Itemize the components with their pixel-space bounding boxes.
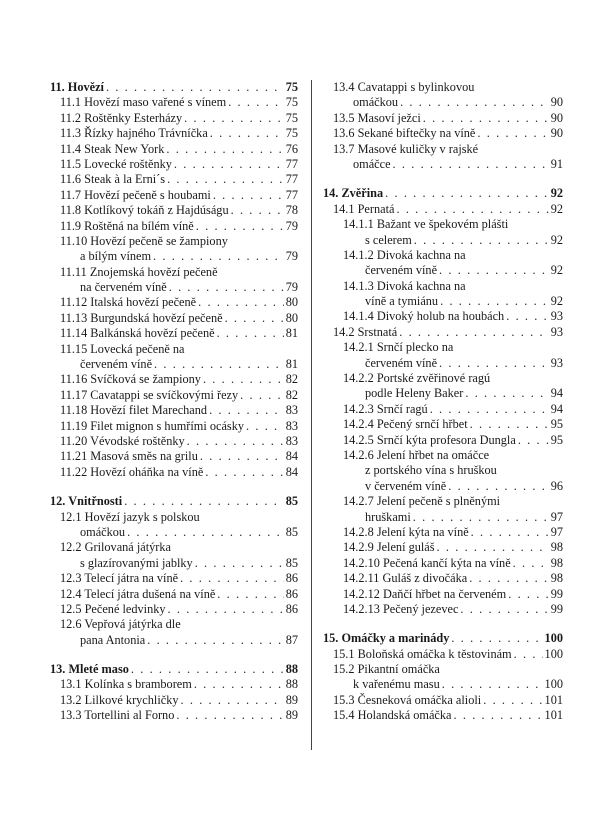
toc-entry: [50, 388, 298, 403]
toc-entry-title: 13.4 Cavatappi s bylinkovou: [333, 80, 475, 94]
toc-entry: [50, 556, 298, 571]
toc-page-number: 81: [285, 326, 298, 341]
toc-entry-title: s glazírovanými jablky: [80, 555, 193, 570]
toc-entry: [323, 677, 563, 692]
toc-entry-title: 11.4 Steak New York: [60, 141, 165, 156]
toc-page-number: 81: [285, 357, 298, 372]
toc-entry-title: 14.2 Srstnatá: [333, 324, 398, 339]
toc-entry: [323, 587, 563, 602]
toc-entry-title: 14.2.12 Daňčí hřbet na červeném: [343, 586, 507, 601]
toc-right-column: [323, 80, 563, 724]
toc-entry-title: 14.2.11 Guláš z divočáka: [343, 571, 468, 586]
toc-entry: [50, 342, 298, 357]
toc-page-number: 94: [550, 386, 563, 401]
toc-page-number: 83: [285, 433, 298, 448]
toc-page-number: 90: [550, 110, 563, 125]
toc-entry: [323, 95, 563, 110]
toc-entry: [323, 142, 563, 157]
toc-entry: [50, 571, 298, 586]
dot-leader: [194, 677, 284, 692]
toc-page-number: 97: [550, 524, 563, 539]
dot-leader: [205, 465, 283, 480]
toc-page-number: 86: [285, 586, 298, 601]
toc-entry-title: 14.1 Pernatá: [333, 201, 395, 216]
toc-entry-title: 11.1 Hovězí maso vařené s vínem: [60, 95, 227, 110]
toc-entry-title: 12. Vnitřnosti: [50, 494, 123, 509]
dot-leader: [513, 556, 549, 571]
toc-page-number: 89: [285, 708, 298, 723]
toc-entry-title: 11.19 Filet mignon s humřími ocásky: [60, 418, 244, 433]
toc-entry: [323, 126, 563, 141]
dot-leader: [217, 587, 283, 602]
toc-entry-title: 11.21 Masová směs na grilu: [60, 449, 198, 464]
toc-page-number: 98: [550, 555, 563, 570]
dot-leader: [181, 693, 284, 708]
dot-leader: [210, 126, 284, 141]
toc-entry: [323, 662, 563, 677]
dot-leader: [460, 602, 548, 617]
toc-entry-title: 11.5 Lovecké roštěnky: [60, 156, 172, 171]
toc-entry: [50, 449, 298, 464]
toc-entry: [323, 433, 563, 448]
toc-entry-title: 11.7 Hovězí pečeně s houbami: [60, 187, 211, 202]
toc-entry-title: 15.1 Boloňská omáčka k těstovinám: [333, 646, 512, 661]
dot-leader: [399, 325, 548, 340]
toc-entry: [323, 217, 563, 232]
dot-leader: [508, 587, 548, 602]
dot-leader: [213, 188, 284, 203]
toc-entry: [50, 372, 298, 387]
dot-leader: [168, 602, 284, 617]
toc-entry: [323, 157, 563, 172]
toc-entry-title: 14.1.1 Bažant ve špekovém plášti: [343, 217, 509, 232]
toc-entry: [323, 371, 563, 386]
toc-page-number: 75: [285, 80, 298, 94]
toc-entry-title: 11.3 Řízky hajného Trávníčka: [60, 126, 208, 141]
toc-entry-title: červeném víně: [365, 263, 438, 278]
dot-leader: [439, 263, 549, 278]
toc-page-number: 77: [285, 156, 298, 171]
dot-leader: [127, 525, 284, 540]
toc-page-number: 90: [550, 126, 563, 141]
toc-entry-title: 11.22 Hovězí oháňka na víně: [60, 464, 204, 479]
toc-page-number: 98: [550, 571, 563, 586]
toc-entry-title: 13.5 Masoví ježci: [333, 110, 421, 125]
toc-entry-title: s celerem: [365, 232, 412, 247]
toc-entry: [323, 309, 563, 324]
toc-page-number: 92: [550, 263, 563, 278]
toc-entry: [323, 510, 563, 525]
toc-entry: [50, 617, 298, 632]
toc-page-number: 86: [285, 571, 298, 586]
toc-page-number: 92: [550, 232, 563, 247]
toc-page-number: 90: [550, 95, 563, 110]
toc-entry-title: 11.18 Hovězí filet Marechand: [60, 403, 208, 418]
toc-page-number: 88: [285, 662, 298, 677]
toc-entry-title: 14.2.9 Jelení guláš: [343, 540, 435, 555]
toc-entry-title: hruškami: [365, 509, 411, 524]
toc-entry-title: 11.2 Roštěnky Esterházy: [60, 110, 183, 125]
dot-leader: [471, 525, 549, 540]
dot-leader: [437, 540, 549, 555]
toc-entry: [323, 463, 563, 478]
toc-page-number: 75: [285, 95, 298, 110]
toc-entry-title: z portského vína s hruškou: [365, 463, 497, 478]
toc-entry-title: 11.10 Hovězí pečeně se žampiony: [60, 233, 228, 248]
toc-entry-title: 11.6 Steak à la Erni´s: [60, 172, 166, 187]
toc-page-number: 84: [285, 449, 298, 464]
toc-entry: [323, 233, 563, 248]
dot-leader: [413, 510, 549, 525]
dot-leader: [154, 357, 284, 372]
dot-leader: [506, 309, 548, 324]
dot-leader: [176, 708, 283, 723]
toc-page-number: 84: [285, 464, 298, 479]
dot-leader: [514, 647, 543, 662]
toc-entry: [323, 540, 563, 555]
dot-leader: [414, 233, 549, 248]
toc-entry: [323, 356, 563, 371]
toc-entry-title: 12.2 Grilovaná játýrka: [60, 540, 171, 555]
toc-entry: [50, 172, 298, 187]
toc-page-number: 92: [550, 294, 563, 309]
dot-leader: [147, 633, 283, 648]
dot-leader: [385, 186, 549, 201]
toc-entry-title: 14.2.3 Srnčí ragú: [343, 401, 428, 416]
dot-leader: [228, 95, 284, 110]
toc-entry: [323, 386, 563, 401]
toc-page-number: 78: [285, 203, 298, 218]
toc-page-number: 77: [285, 172, 298, 187]
toc-page-number: 92: [550, 186, 563, 201]
toc-entry-title: 14.1.2 Divoká kachna na: [343, 247, 466, 262]
toc-entry-title: 12.4 Telecí játra dušená na víně: [60, 586, 216, 601]
toc-entry-title: 13.7 Masové kuličky v rajské: [333, 141, 479, 156]
dot-leader: [195, 556, 284, 571]
toc-chapter-heading: [323, 631, 563, 646]
toc-page-number: 96: [550, 478, 563, 493]
toc-entry: [50, 126, 298, 141]
toc-entry: [323, 111, 563, 126]
toc-entry: [323, 325, 563, 340]
toc-page-number: 85: [285, 555, 298, 570]
toc-entry: [323, 602, 563, 617]
dot-leader: [454, 708, 543, 723]
toc-entry: [50, 311, 298, 326]
dot-leader: [469, 571, 549, 586]
toc-page-number: 92: [550, 201, 563, 216]
toc-entry: [323, 647, 563, 662]
toc-entry: [50, 111, 298, 126]
toc-entry-title: k vařenému masu: [353, 677, 440, 692]
toc-entry: [50, 357, 298, 372]
toc-page-number: 75: [285, 126, 298, 141]
dot-leader: [209, 403, 284, 418]
toc-entry: [50, 203, 298, 218]
toc-page-number: 83: [285, 418, 298, 433]
dot-leader: [439, 356, 549, 371]
toc-entry-title: 11.12 Italská hovězí pečeně: [60, 295, 197, 310]
toc-page-number: 94: [550, 401, 563, 416]
toc-entry-title: 14. Zvěřina: [323, 186, 384, 201]
toc-entry: [323, 708, 563, 723]
toc-page-number: 93: [550, 324, 563, 339]
toc-entry: [50, 633, 298, 648]
toc-entry-title: červeném víně: [365, 355, 438, 370]
toc-page-number: 79: [285, 280, 298, 295]
toc-entry-title: 12.5 Pečené ledvinky: [60, 601, 166, 616]
toc-page-number: 89: [285, 692, 298, 707]
dot-leader: [184, 111, 284, 126]
section-gap: [50, 480, 298, 494]
toc-page-number: 93: [550, 309, 563, 324]
toc-entry: [323, 279, 563, 294]
toc-entry: [50, 234, 298, 249]
toc-entry: [50, 157, 298, 172]
toc-entry-title: 15.2 Pikantní omáčka: [333, 662, 440, 677]
toc-page-number: 99: [550, 601, 563, 616]
toc-entry: [50, 510, 298, 525]
toc-page-number: 99: [550, 586, 563, 601]
dot-leader: [174, 157, 284, 172]
toc-entry: [50, 587, 298, 602]
toc-entry-title: omáčce: [353, 156, 391, 171]
dot-leader: [198, 295, 284, 310]
toc-entry-title: 14.2.2 Portské zvěřinové ragú: [343, 371, 491, 386]
toc-entry: [50, 188, 298, 203]
toc-entry-title: 14.1.3 Divoká kachna na: [343, 278, 466, 293]
toc-entry-title: 14.2.10 Pečená kančí kýta na víně: [343, 555, 511, 570]
toc-entry: [323, 417, 563, 432]
dot-leader: [477, 126, 548, 141]
toc-entry-title: 14.2.8 Jelení kýta na víně: [343, 524, 469, 539]
toc-entry-title: 14.2.13 Pečený jezevec: [343, 601, 459, 616]
toc-entry: [50, 265, 298, 280]
section-gap: [323, 617, 563, 631]
toc-entry-title: 13.3 Tortellini al Forno: [60, 708, 175, 723]
toc-page-number: 97: [550, 509, 563, 524]
dot-leader: [400, 95, 549, 110]
toc-chapter-heading: [50, 80, 298, 95]
toc-entry-title: podle Heleny Baker: [365, 386, 464, 401]
dot-leader: [483, 693, 542, 708]
toc-entry: [50, 677, 298, 692]
dot-leader: [465, 386, 548, 401]
toc-entry-title: 13. Mleté maso: [50, 662, 129, 677]
toc-entry: [323, 525, 563, 540]
toc-page-number: 79: [285, 249, 298, 264]
toc-entry: [50, 465, 298, 480]
toc-entry: [50, 403, 298, 418]
toc-entry: [50, 708, 298, 723]
toc-page-number: 82: [285, 372, 298, 387]
toc-entry-title: v červeném víně: [365, 478, 447, 493]
toc-entry: [50, 142, 298, 157]
toc-entry: [323, 340, 563, 355]
section-gap: [50, 648, 298, 662]
toc-page-number: 95: [550, 417, 563, 432]
toc-entry-title: 14.2.5 Srnčí kýta profesora Dungla: [343, 432, 516, 447]
toc-entry-title: na červeném víně: [80, 280, 167, 295]
toc-entry: [323, 80, 563, 95]
toc-page-number: 85: [285, 524, 298, 539]
column-divider: [311, 80, 312, 750]
toc-entry-title: 11.17 Cavatappi se svíčkovými řezy: [60, 387, 239, 402]
toc-entry: [323, 248, 563, 263]
dot-leader: [423, 111, 549, 126]
toc-entry-title: 12.3 Telecí játra na víně: [60, 571, 179, 586]
toc-entry: [323, 448, 563, 463]
toc-entry-title: 15. Omáčky a marinády: [323, 631, 450, 646]
dot-leader: [196, 219, 284, 234]
toc-entry-title: omáčkou: [353, 95, 399, 110]
toc-entry-title: 13.2 Lilkové krychličky: [60, 692, 179, 707]
toc-entry: [50, 219, 298, 234]
toc-entry: [323, 263, 563, 278]
dot-leader: [217, 326, 284, 341]
dot-leader: [180, 571, 284, 586]
toc-entry: [323, 479, 563, 494]
toc-entry: [323, 294, 563, 309]
toc-entry: [50, 602, 298, 617]
dot-leader: [440, 294, 549, 309]
toc-page-number: 100: [544, 646, 563, 661]
toc-page-number: 93: [550, 355, 563, 370]
dot-leader: [167, 172, 284, 187]
toc-page-number: 91: [550, 156, 563, 171]
toc-entry-title: 12.1 Hovězí jazyk s polskou: [60, 509, 200, 524]
dot-leader: [518, 433, 549, 448]
toc-page-number: 83: [285, 403, 298, 418]
dot-leader: [231, 203, 284, 218]
toc-entry: [50, 540, 298, 555]
toc-entry-title: 11.15 Lovecká pečeně na: [60, 341, 185, 356]
toc-entry: [50, 434, 298, 449]
toc-page-number: 101: [544, 692, 563, 707]
dot-leader: [442, 677, 543, 692]
toc-entry-title: víně a tymiánu: [365, 294, 439, 309]
toc-entry: [323, 494, 563, 509]
toc-entry-title: 14.1.4 Divoký holub na houbách: [343, 309, 505, 324]
toc-page-number: 82: [285, 387, 298, 402]
toc-page-number: 87: [285, 632, 298, 647]
dot-leader: [106, 80, 284, 95]
toc-entry-title: 15.3 Česneková omáčka alioli: [333, 692, 482, 707]
toc-entry: [50, 95, 298, 110]
toc-entry-title: 15.4 Holandská omáčka: [333, 708, 452, 723]
toc-entry-title: 11.20 Vévodské roštěnky: [60, 433, 185, 448]
dot-leader: [225, 311, 284, 326]
toc-entry: [323, 556, 563, 571]
toc-page-number: 79: [285, 218, 298, 233]
toc-entry-title: 11. Hovězí: [50, 80, 104, 94]
toc-page-number: 80: [285, 310, 298, 325]
toc-entry: [323, 402, 563, 417]
toc-entry: [50, 419, 298, 434]
toc-entry: [50, 249, 298, 264]
toc-entry-title: a bílým vínem: [80, 249, 152, 264]
toc-page-number: 98: [550, 540, 563, 555]
dot-leader: [430, 402, 549, 417]
toc-page-number: 101: [544, 708, 563, 723]
dot-leader: [131, 662, 284, 677]
toc-entry: [50, 326, 298, 341]
dot-leader: [393, 157, 549, 172]
dot-leader: [448, 479, 548, 494]
dot-leader: [166, 142, 283, 157]
toc-entry: [50, 693, 298, 708]
toc-entry: [50, 280, 298, 295]
section-gap: [323, 172, 563, 186]
toc-entry-title: pana Antonia: [80, 632, 146, 647]
toc-entry-title: červeném víně: [80, 357, 153, 372]
toc-page-number: 95: [550, 432, 563, 447]
toc-page-number: 80: [285, 295, 298, 310]
toc-page-number: 100: [544, 631, 563, 646]
dot-leader: [169, 280, 284, 295]
dot-leader: [396, 202, 548, 217]
toc-page-number: 75: [285, 110, 298, 125]
toc-entry: [323, 202, 563, 217]
toc-entry-title: 11.9 Roštěná na bílém víně: [60, 218, 194, 233]
toc-chapter-heading: [323, 186, 563, 201]
toc-entry-title: 11.16 Svíčková se žampiony: [60, 372, 201, 387]
toc-page-number: 77: [285, 187, 298, 202]
dot-leader: [187, 434, 284, 449]
toc-page-number: 85: [285, 494, 298, 509]
dot-leader: [200, 449, 284, 464]
dot-leader: [451, 631, 542, 646]
toc-entry-title: 14.2.1 Srnčí plecko na: [343, 340, 454, 355]
toc-chapter-heading: [50, 494, 298, 509]
toc-page-number: 76: [285, 141, 298, 156]
toc-left-column: [50, 80, 298, 724]
toc-page-number: 86: [285, 601, 298, 616]
toc-entry: [323, 693, 563, 708]
toc-page-number: 88: [285, 677, 298, 692]
toc-page-number: 100: [544, 677, 563, 692]
toc-entry-title: 11.11 Znojemská hovězí pečeně: [60, 264, 218, 279]
toc-entry-title: 11.13 Burgundská hovězí pečeně: [60, 310, 223, 325]
dot-leader: [240, 388, 284, 403]
toc-entry: [323, 571, 563, 586]
dot-leader: [124, 494, 284, 509]
dot-leader: [470, 417, 549, 432]
toc-chapter-heading: [50, 662, 298, 677]
toc-entry-title: 14.2.4 Pečený srnčí hřbet: [343, 417, 468, 432]
toc-entry-title: 14.2.6 Jelení hřbet na omáčce: [343, 447, 490, 462]
toc-entry-title: 13.6 Sekané biftečky na víně: [333, 126, 476, 141]
toc-entry-title: 12.6 Vepřová játýrka dle: [60, 617, 181, 632]
toc-entry-title: 14.2.7 Jelení pečeně s plněnými: [343, 494, 501, 509]
toc-entry-title: omáčkou: [80, 524, 126, 539]
toc-entry-title: 13.1 Kolínka s bramborem: [60, 677, 192, 692]
toc-entry-title: 11.8 Kotlíkový tokáň z Hajdúságu: [60, 203, 229, 218]
dot-leader: [203, 372, 284, 387]
toc-entry: [50, 295, 298, 310]
dot-leader: [153, 249, 284, 264]
toc-entry-title: 11.14 Balkánská hovězí pečeně: [60, 326, 215, 341]
dot-leader: [246, 419, 284, 434]
toc-entry: [50, 525, 298, 540]
